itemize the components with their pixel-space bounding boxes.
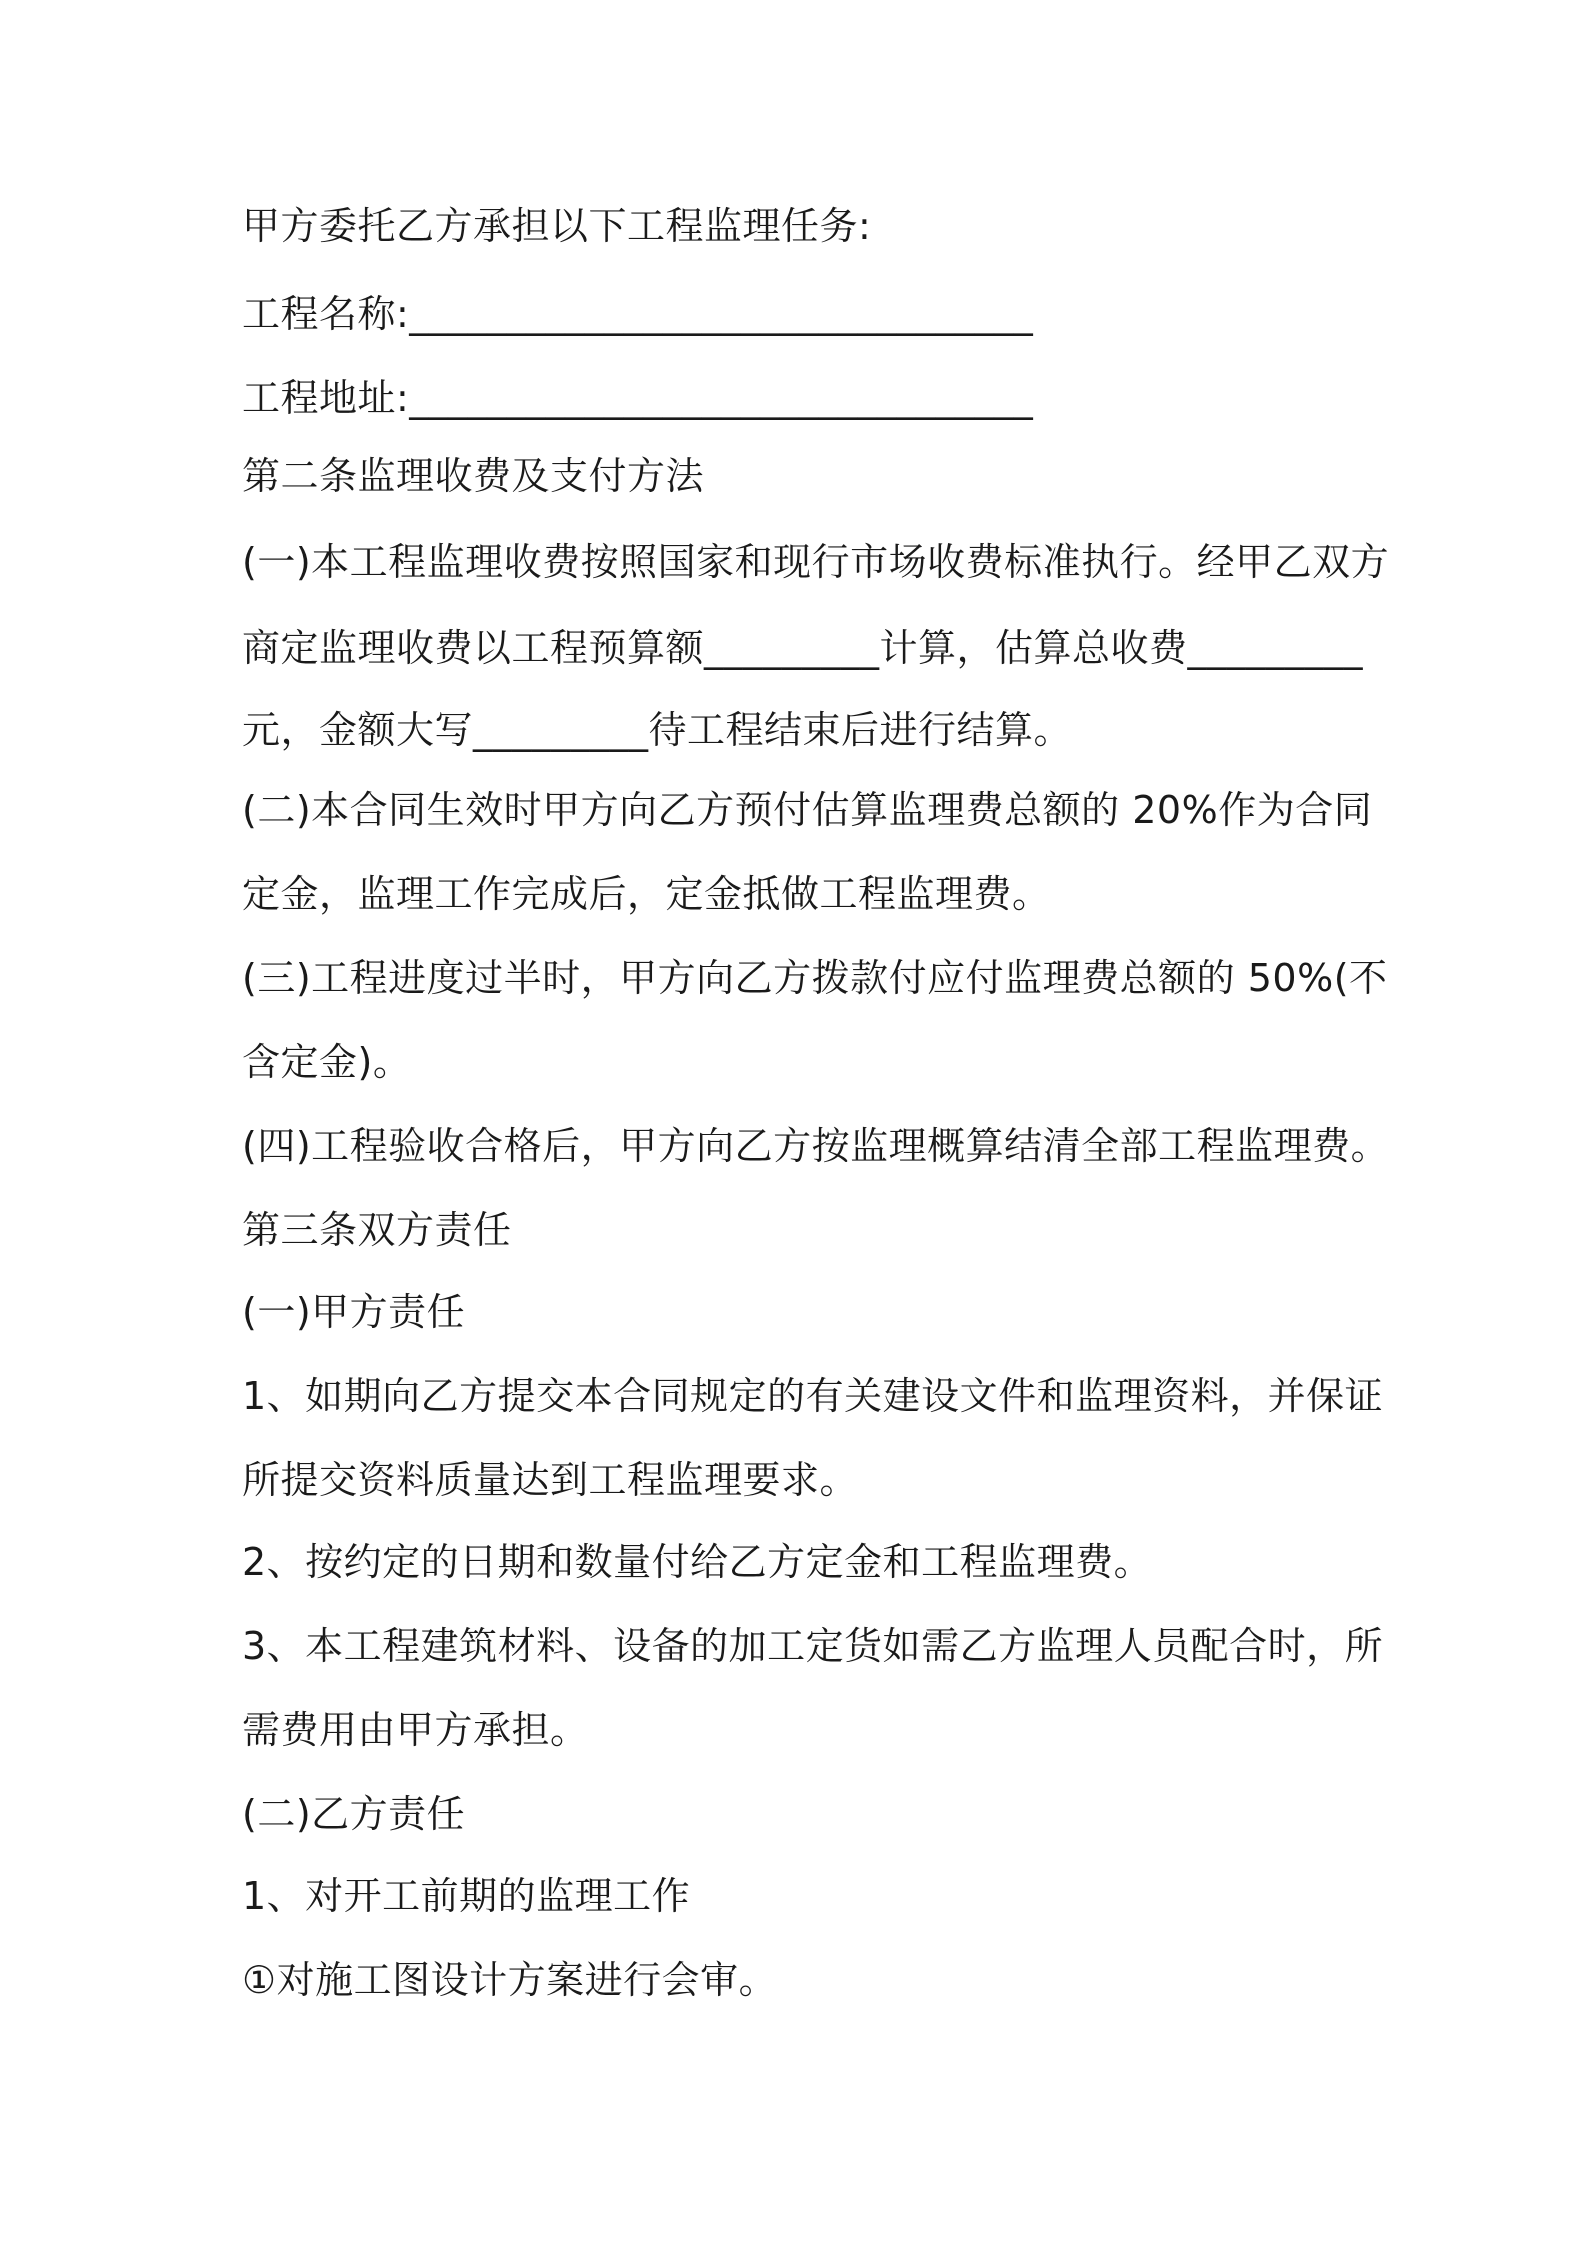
section-heading: 第三条双方责任 (242, 1208, 512, 1252)
text-line: 1、如期向乙方提交本合同规定的有关建设文件和监理资料，并保证 (242, 1374, 1384, 1418)
text-line: 需费用由甲方承担。 (242, 1708, 589, 1752)
text-line: 工程名称:________________________________ (242, 292, 1034, 336)
text-line: (四)工程验收合格后，甲方向乙方按监理概算结清全部工程监理费。 (242, 1124, 1390, 1168)
text-line: (二)本合同生效时甲方向乙方预付估算监理费总额的 20%作为合同 (242, 788, 1373, 832)
text-line: 所提交资料质量达到工程监理要求。 (242, 1458, 859, 1502)
text-line: (三)工程进度过半时，甲方向乙方拨款付应付监理费总额的 50%(不 (242, 956, 1388, 1000)
section-heading: 第二条监理收费及支付方法 (242, 454, 705, 498)
text-line: 甲方委托乙方承担以下工程监理任务: (242, 204, 872, 248)
subsection-heading: (二)乙方责任 (242, 1792, 466, 1836)
text-line: 定金，监理工作完成后，定金抵做工程监理费。 (242, 872, 1051, 916)
text-line: 3、本工程建筑材料、设备的加工定货如需乙方监理人员配合时，所 (242, 1624, 1384, 1668)
text-line: (一)本工程监理收费按照国家和现行市场收费标准执行。经甲乙双方 (242, 540, 1390, 584)
text-line: ①对施工图设计方案进行会审。 (242, 1958, 778, 2002)
text-line: 2、按约定的日期和数量付给乙方定金和工程监理费。 (242, 1540, 1153, 1584)
text-line: 1、对开工前期的监理工作 (242, 1874, 691, 1918)
text-line: 商定监理收费以工程预算额_________计算，估算总收费_________ (242, 626, 1364, 670)
text-line: 工程地址:________________________________ (242, 376, 1034, 420)
text-line: 含定金)。 (242, 1040, 412, 1084)
subsection-heading: (一)甲方责任 (242, 1290, 466, 1334)
text-line: 元，金额大写_________待工程结束后进行结算。 (242, 708, 1073, 752)
